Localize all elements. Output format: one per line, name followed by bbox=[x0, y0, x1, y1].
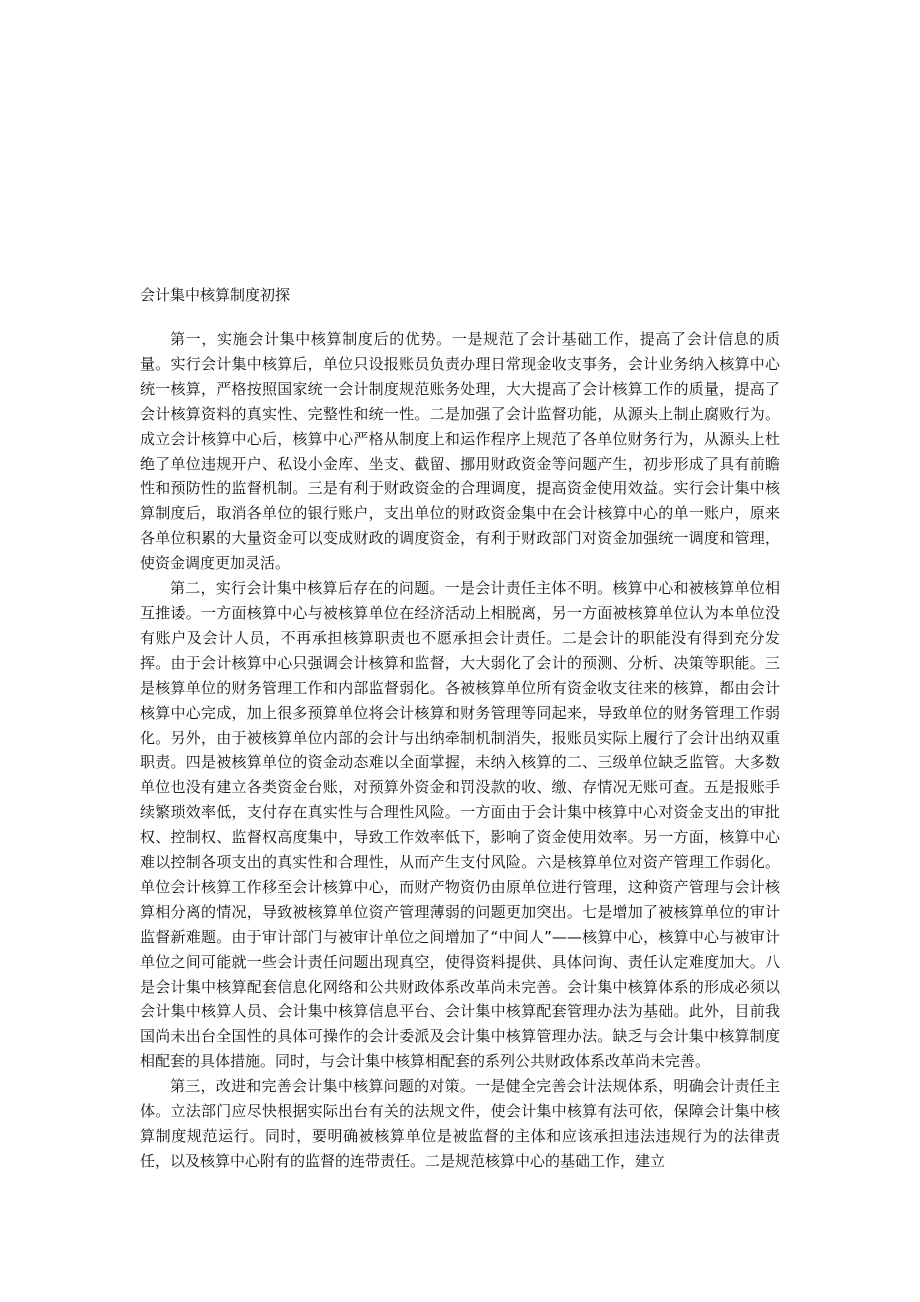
document-body bbox=[140, 327, 780, 1174]
paragraph-3: 第三，改进和完善会计集中核算问题的对策。一是健全完善会计法规体系，明确会计责任主体。立法部门应尽快根据实际出台有关的法规文件，使会计集中核算有法可依，保障会计集中核算制度规范运行。同时，要明确被核算单位是被监督的主体和应该承担违法违规行为的法律责任，以及核算中心附有的监督的连带责任。二是规范核算中心的基础工作，建立 bbox=[140, 1077, 780, 1170]
paragraph-1: 第一，实施会计集中核算制度后的优势。一是规范了会计基础工作，提高了会计信息的质量。实行会计集中核算后，单位只设报账员负责办理日常现金收支事务，会计业务纳入核算中心统一核算，严格按照国家统一会计制度规范账务处理，大大提高了会计核算工作的质量，提高了会计核算资料的真实性、完整性和统一性。二是加强了会计监督功能，从源头上制止腐败行为。成立会计核算中心后，核算中心严格从制度上和运作程序上规范了各单位财务行为，从源头上杜绝了单位违规开户、私设小金库、坐支、截留、挪用财政资金等问题产生，初步形成了具有前瞻性和预防性的监督机制。三是有利于财政资金的合理调度，提高资金使用效益。实行会计集中核算制度后，取消各单位的银行账户，支出单位的财政资金集中在会计核算中心的单一账户，原来各单位积累的大量资金可以变成财政的调度资金，有利于财政部门对资金加强统一调度和管理，使资金调度更加灵活。 bbox=[140, 330, 780, 573]
paragraph-2: 第二，实行会计集中核算后存在的问题。一是会计责任主体不明。核算中心和被核算单位相互推诿。一方面核算中心与被核算单位在经济活动上相脱离，另一方面被核算单位认为本单位没有账户及会计人员，不再承担核算职责也不愿承担会计责任。二是会计的职能没有得到充分发挥。由于会计核算中心只强调会计核算和监督，大大弱化了会计的预测、分析、决策等职能。三是核算单位的财务管理工作和内部监督弱化。各被核算单位所有资金收支往来的核算，都由会计核算中心完成，加上很多预算单位将会计核算和财务管理等同起来，导致单位的财务管理工作弱化。另外，由于被核算单位内部的会计与出纳牵制机制消失，报账员实际上履行了会计出纳双重职责。四是被核算单位的资金动态难以全面掌握，未纳入核算的二、三级单位缺乏监管。大多数单位也没有建立各类资金台账，对预算外资金和罚没款的收、缴、存情况无账可查。五是报账手续繁琐效率低，支付存在真实性与合理性风险。一方面由于会计集中核算中心对资金支出的审批权、控制权、监督权高度集中，导致工作效率低下，影响了资金使用效率。另一方面，核算中心难以控制各项支出的真实性和合理性，从而产生支付风险。六是核算单位对资产管理工作弱化。单位会计核算工作移至会计核算中心，而财产物资仍由原单位进行管理，这种资产管理与会计核算相分离的情况，导致被核算单位资产管理薄弱的问题更加突出。七是增加了被核算单位的审计监督新难题。由于审计部门与被审计单位之间增加了“中间人”——核算中心，核算中心与被审计单位之间可能就一些会计责任问题出现真空，使得资料提供、具体问询、责任认定难度加大。八是会计集中核算配套信息化网络和公共财政体系改革尚未完善。会计集中核算体系的形成必须以会计集中核算人员、会计集中核算信息平台、会计集中核算配套管理办法为基础。此外，目前我国尚未出台全国性的具体可操作的会计委派及会计集中核算管理办法。缺乏与会计集中核算制度相配套的具体措施。同时，与会计集中核算相配套的系列公共财政体系改革尚未完善。 bbox=[140, 579, 780, 1071]
document-title: 会计集中核算制度初探 bbox=[140, 286, 291, 304]
